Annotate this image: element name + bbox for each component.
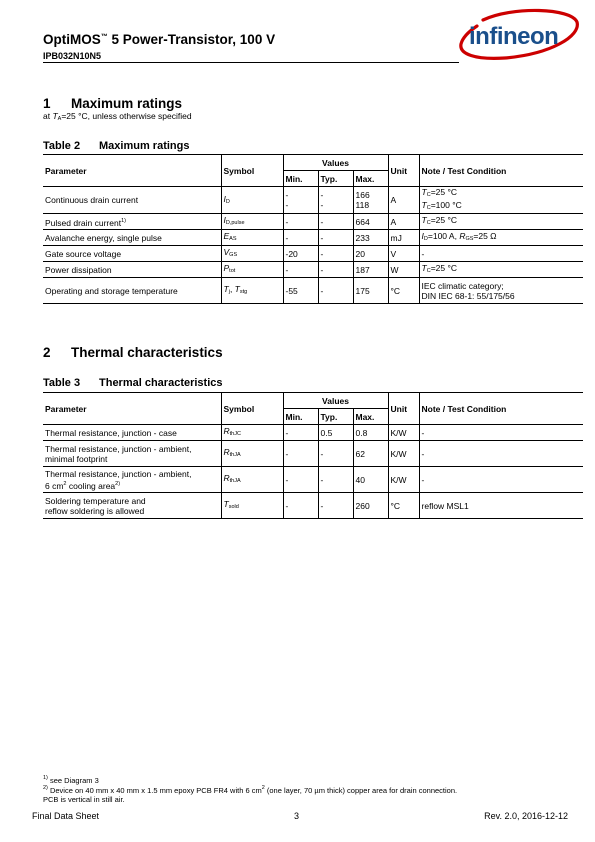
cell-symbol: EAS	[221, 230, 283, 246]
cell-min: -	[283, 262, 318, 278]
cell-note: IEC climatic category; DIN IEC 68-1: 55/175/56	[419, 278, 583, 304]
cell-max: 664	[353, 214, 388, 230]
table-row	[43, 187, 583, 214]
footnote-2-line-2: PCB is vertical in still air.	[43, 795, 125, 804]
col-header-min: Min.	[283, 171, 318, 187]
cell-unit: A	[388, 214, 419, 230]
table-row	[43, 246, 583, 262]
section-1-heading: 1 Maximum ratings	[43, 96, 183, 111]
table-row	[43, 493, 583, 519]
col-header-note: Note / Test Condition	[419, 155, 583, 187]
cell-unit: °C	[388, 278, 419, 304]
cell-symbol: Ptot	[221, 262, 283, 278]
cell-unit: W	[388, 262, 419, 278]
cell-note: -	[419, 441, 583, 467]
cell-min: -	[283, 425, 318, 441]
cell-typ: -	[318, 262, 353, 278]
cell-unit: K/W	[388, 467, 419, 493]
cell-unit: V	[388, 246, 419, 262]
cell-max: 233	[353, 230, 388, 246]
cell-note: ID=100 A, RGS=25 Ω	[419, 230, 583, 246]
footnote-2: $^{2)}$ Device on 40 mm x 40 mm x 1.5 mm epoxy PCB FR4 with 6 $cm^2$ (one layer, 70 µm thick) copper area for drain connection.	[43, 785, 458, 795]
cell-parameter: Thermal resistance, junction - ambient, 6 $cm^2$ cooling area$^{2)}$	[43, 467, 221, 493]
infineon-logo	[455, 8, 581, 63]
maximum-ratings-table	[43, 154, 583, 304]
table-row	[43, 441, 583, 467]
cell-parameter: Power dissipation	[43, 262, 221, 278]
cell-typ: -	[318, 493, 353, 519]
cell-min: -	[283, 467, 318, 493]
cell-min: -	[283, 493, 318, 519]
cell-max: 166 118	[353, 187, 388, 214]
cell-symbol: VGS	[221, 246, 283, 262]
cell-note: -	[419, 246, 583, 262]
footnote-1: $^{1)}$ see Diagram 3	[43, 775, 99, 785]
cell-min: -	[283, 230, 318, 246]
section-1-condition: at TA=25 °C, unless otherwise specified	[43, 111, 192, 122]
table-3-caption: Table 3 Thermal characteristics	[43, 377, 223, 389]
cell-min: -	[283, 441, 318, 467]
cell-min: - -	[283, 187, 318, 214]
cell-symbol: RthJA	[221, 467, 283, 493]
col-header-unit: Unit	[388, 155, 419, 187]
col-header-symbol: Symbol	[221, 393, 283, 425]
cell-symbol: ID,pulse	[221, 214, 283, 230]
col-header-values: Values	[283, 155, 388, 171]
footer-page-number: 3	[294, 811, 300, 821]
cell-symbol: RthJC	[221, 425, 283, 441]
col-header-parameter: Parameter	[43, 393, 221, 425]
col-header-typ: Typ.	[318, 409, 353, 425]
col-header-unit: Unit	[388, 393, 419, 425]
col-header-max: Max.	[353, 171, 388, 187]
cell-parameter: Gate source voltage	[43, 246, 221, 262]
cell-typ: 0.5	[318, 425, 353, 441]
cell-max: 187	[353, 262, 388, 278]
header-divider	[43, 62, 459, 63]
cell-max: 260	[353, 493, 388, 519]
cell-max: 175	[353, 278, 388, 304]
table-row	[43, 425, 583, 441]
cell-max: 0.8	[353, 425, 388, 441]
footer-doc-type: Final Data Sheet	[32, 811, 100, 821]
cell-note: -	[419, 467, 583, 493]
cell-note: reflow MSL1	[419, 493, 583, 519]
table-row	[43, 230, 583, 246]
cell-typ: -	[318, 230, 353, 246]
table-2-caption: Table 2 Maximum ratings	[43, 140, 190, 152]
cell-parameter: Pulsed drain current$^{1)}$	[43, 214, 221, 230]
cell-typ: -	[318, 467, 353, 493]
cell-min: -55	[283, 278, 318, 304]
col-header-min: Min.	[283, 409, 318, 425]
section-2-heading: 2 Thermal characteristics	[43, 345, 223, 360]
cell-unit: mJ	[388, 230, 419, 246]
cell-unit: A	[388, 187, 419, 214]
cell-note: TC=25 °C	[419, 262, 583, 278]
cell-max: 40	[353, 467, 388, 493]
cell-parameter: Thermal resistance, junction - ambient, minimal footprint	[43, 441, 221, 467]
cell-typ: - -	[318, 187, 353, 214]
cell-max: 62	[353, 441, 388, 467]
cell-typ: -	[318, 441, 353, 467]
col-header-parameter: Parameter	[43, 155, 221, 187]
cell-note: TC=25 °C	[419, 214, 583, 230]
part-number: IPB032N10N5	[43, 51, 102, 61]
cell-max: 20	[353, 246, 388, 262]
table-row	[43, 467, 583, 493]
svg-text:infineon: infineon	[469, 23, 559, 50]
cell-unit: °C	[388, 493, 419, 519]
thermal-characteristics-table	[43, 392, 583, 519]
col-header-typ: Typ.	[318, 171, 353, 187]
cell-symbol: ID	[221, 187, 283, 214]
cell-parameter: Operating and storage temperature	[43, 278, 221, 304]
cell-min: -	[283, 214, 318, 230]
table-row	[43, 278, 583, 304]
document-title: OptiMOS™ 5 Power-Transistor, 100 V	[43, 32, 276, 47]
cell-unit: K/W	[388, 441, 419, 467]
cell-typ: -	[318, 278, 353, 304]
col-header-symbol: Symbol	[221, 155, 283, 187]
cell-unit: K/W	[388, 425, 419, 441]
col-header-values: Values	[283, 393, 388, 409]
cell-symbol: Tsold	[221, 493, 283, 519]
cell-note: -	[419, 425, 583, 441]
cell-typ: -	[318, 214, 353, 230]
table-row	[43, 262, 583, 278]
cell-parameter: Continuous drain current	[43, 187, 221, 214]
cell-min: -20	[283, 246, 318, 262]
cell-parameter: Avalanche energy, single pulse	[43, 230, 221, 246]
footer-revision: Rev. 2.0, 2016-12-12	[484, 811, 568, 821]
cell-note: TC=25 °C TC=100 °C	[419, 187, 583, 214]
cell-parameter: Thermal resistance, junction - case	[43, 425, 221, 441]
cell-symbol: RthJA	[221, 441, 283, 467]
table-row	[43, 214, 583, 230]
cell-parameter: Soldering temperature and reflow soldering is allowed	[43, 493, 221, 519]
cell-symbol: Tj, Tstg	[221, 278, 283, 304]
cell-typ: -	[318, 246, 353, 262]
col-header-max: Max.	[353, 409, 388, 425]
col-header-note: Note / Test Condition	[419, 393, 583, 425]
